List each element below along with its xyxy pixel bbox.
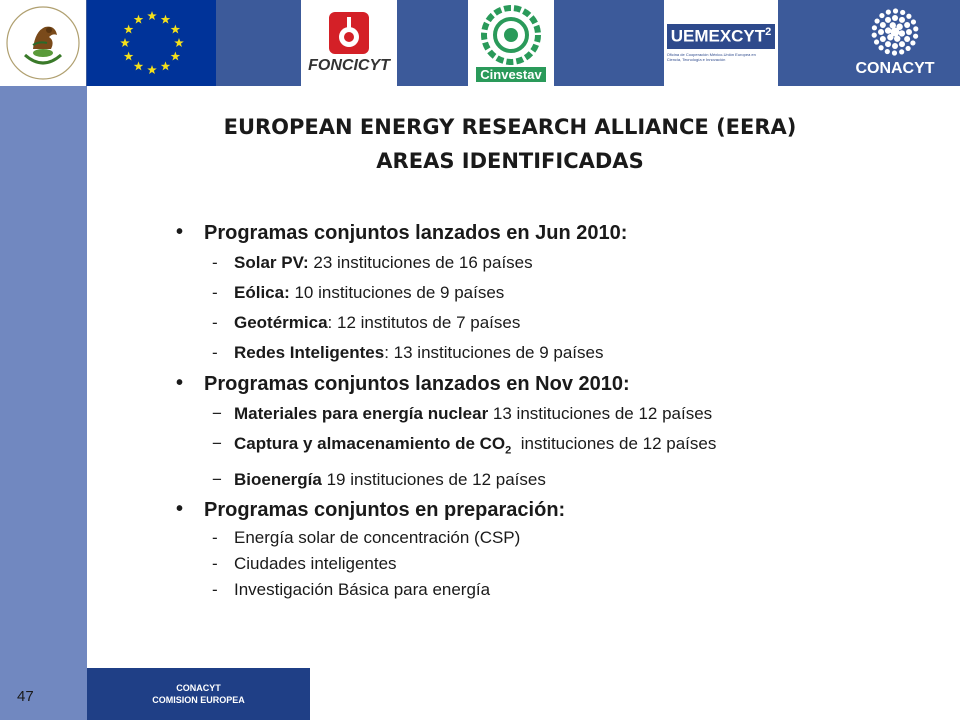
eu-star-icon (147, 11, 157, 20)
page-number: 47 (17, 688, 34, 705)
item-subscript: 2 (505, 444, 512, 457)
item-label: Geotérmica (234, 313, 328, 332)
footer-line-1: CONACYT (176, 683, 221, 693)
conacyt-dot-icon (887, 34, 893, 40)
conacyt-dot-icon (911, 19, 916, 24)
uemexcyt-superscript: 2 (765, 26, 772, 39)
footer-line-2: COMISION EUROPEA (152, 695, 245, 705)
section-heading (176, 218, 816, 248)
conacyt-dot-icon (892, 50, 897, 55)
list-item (176, 308, 816, 338)
eu-star-icon (170, 52, 180, 61)
dash-icon: - (212, 253, 218, 272)
dash-icon: - (212, 528, 218, 548)
eu-star-icon (133, 15, 143, 24)
item-text: 19 instituciones de 12 países (321, 470, 546, 490)
conacyt-dot-icon (904, 36, 910, 42)
cinvestav-icon (480, 4, 542, 66)
eu-star-icon (160, 15, 170, 24)
eu-flag-icon (97, 3, 207, 83)
dash-icon: - (212, 580, 218, 600)
foncicyt-icon (328, 11, 370, 55)
dash-icon: − (212, 434, 222, 453)
item-text: 13 instituciones de 12 países (488, 404, 713, 423)
conacyt-dot-icon (899, 49, 904, 54)
section-heading (176, 495, 816, 525)
section-heading-text: Programas conjuntos lanzados en Jun 2010: (204, 222, 628, 244)
dash-icon: - (212, 554, 218, 574)
title-line-1: EUROPEAN ENERGY RESEARCH ALLIANCE (EERA) (223, 115, 797, 139)
slide-title (150, 110, 870, 178)
conacyt-dot-icon (872, 25, 877, 30)
conacyt-dot-icon (899, 30, 905, 36)
foncicyt-logo (301, 0, 397, 86)
conacyt-dot-icon (906, 14, 911, 19)
uemexcyt-logo (664, 0, 778, 86)
list-item (176, 551, 816, 577)
list-item (176, 399, 816, 429)
conacyt-dot-icon (874, 39, 879, 44)
conacyt-dot-icon (879, 45, 884, 50)
footer-band (87, 668, 310, 720)
item-text: 23 instituciones de 16 países (308, 253, 533, 272)
conacyt-logo (840, 8, 950, 82)
conacyt-dot-icon (885, 41, 891, 47)
section-heading (176, 369, 816, 399)
eu-star-icon (170, 25, 180, 34)
item-text: 10 instituciones de 9 países (289, 283, 505, 302)
section-jun-2010 (176, 218, 816, 368)
conacyt-dot-icon (893, 8, 898, 13)
mexico-coat-of-arms-icon (3, 3, 83, 83)
conacyt-dot-icon (900, 10, 905, 15)
list-item (176, 278, 816, 308)
section-heading-text: Programas conjuntos lanzados en Nov 2010: (204, 373, 630, 395)
conacyt-dot-icon (885, 49, 890, 54)
conacyt-dot-icon (896, 24, 902, 30)
item-text: Ciudades inteligentes (234, 554, 397, 574)
conacyt-icon (871, 8, 919, 56)
conacyt-dot-icon (906, 29, 912, 35)
conacyt-dot-icon (880, 36, 886, 42)
left-sidebar (0, 86, 87, 668)
conacyt-dot-icon (899, 41, 905, 47)
list-item (176, 465, 816, 495)
conacyt-dot-icon (899, 17, 905, 23)
conacyt-dot-icon (890, 22, 896, 28)
bullet-icon: • (176, 498, 184, 521)
item-label: Solar PV: (234, 253, 309, 272)
item-text: : 12 institutos de 7 países (327, 313, 521, 332)
eu-flag-logo (87, 0, 216, 86)
section-preparacion (176, 495, 816, 603)
eu-star-icon (174, 38, 184, 47)
conacyt-dot-icon (878, 29, 884, 35)
item-text: Investigación Básica para energía (234, 580, 491, 600)
title-line-2: AREAS IDENTIFICADAS (376, 149, 644, 173)
conacyt-dot-icon (910, 40, 915, 45)
item-text: : 13 instituciones de 9 países (384, 343, 604, 362)
dash-icon: - (212, 283, 218, 302)
uemexcyt-tagline: Oficina de Cooperación México-Unión Europea en Ciencia, Tecnología e Innovación (666, 51, 756, 62)
list-item (176, 338, 816, 368)
eu-star-icon (123, 52, 133, 61)
dash-icon: - (212, 343, 218, 362)
conacyt-dot-icon (892, 15, 898, 21)
conacyt-dot-icon (880, 22, 886, 28)
conacyt-dot-icon (904, 22, 910, 28)
item-text: Energía solar de concentración (CSP) (234, 528, 521, 548)
conacyt-dot-icon (913, 34, 918, 39)
mexico-logo (0, 0, 86, 86)
conacyt-dot-icon (885, 27, 891, 33)
item-label: Redes Inteligentes (234, 343, 385, 362)
conacyt-dot-icon (894, 35, 900, 41)
conacyt-dot-icon (892, 43, 898, 49)
bullet-icon: • (176, 372, 184, 394)
section-nov-2010 (176, 369, 816, 495)
item-label: Eólica: (234, 283, 290, 302)
left-sidebar-footer (0, 668, 87, 720)
eu-star-icon (120, 38, 130, 47)
foncicyt-label: FONCICYT (308, 57, 390, 74)
list-item (176, 248, 816, 278)
list-item (176, 577, 816, 603)
uemexcyt-label: UEMEXCYT (670, 26, 766, 46)
cinvestav-label: Cinvestav (476, 67, 545, 82)
conacyt-dot-icon (872, 33, 877, 38)
eu-star-icon (160, 61, 170, 70)
item-label: Bioenergía (234, 470, 322, 490)
header-band (0, 0, 960, 86)
conacyt-label: CONACYT (855, 60, 935, 77)
item-text: instituciones de 12 países (511, 434, 717, 453)
list-item (176, 429, 816, 465)
conacyt-dot-icon (879, 13, 884, 18)
conacyt-dot-icon (885, 17, 891, 23)
dash-icon: − (212, 404, 222, 423)
conacyt-dot-icon (905, 46, 910, 51)
eu-star-icon (123, 25, 133, 34)
list-item (176, 525, 816, 551)
slide-content (176, 218, 816, 603)
conacyt-dot-icon (913, 26, 918, 31)
section-heading-text: Programas conjuntos en preparación: (204, 499, 566, 522)
item-label: Captura y almacenamiento de CO (234, 434, 506, 453)
conacyt-dot-icon (886, 9, 891, 14)
item-label: Materiales para energía nuclear (234, 404, 489, 423)
eu-star-icon (133, 61, 143, 70)
cinvestav-logo (468, 0, 554, 86)
conacyt-dot-icon (874, 18, 879, 23)
eu-star-icon (147, 65, 157, 74)
bullet-icon: • (176, 221, 184, 243)
dash-icon: - (212, 313, 218, 332)
dash-icon: − (212, 470, 222, 490)
